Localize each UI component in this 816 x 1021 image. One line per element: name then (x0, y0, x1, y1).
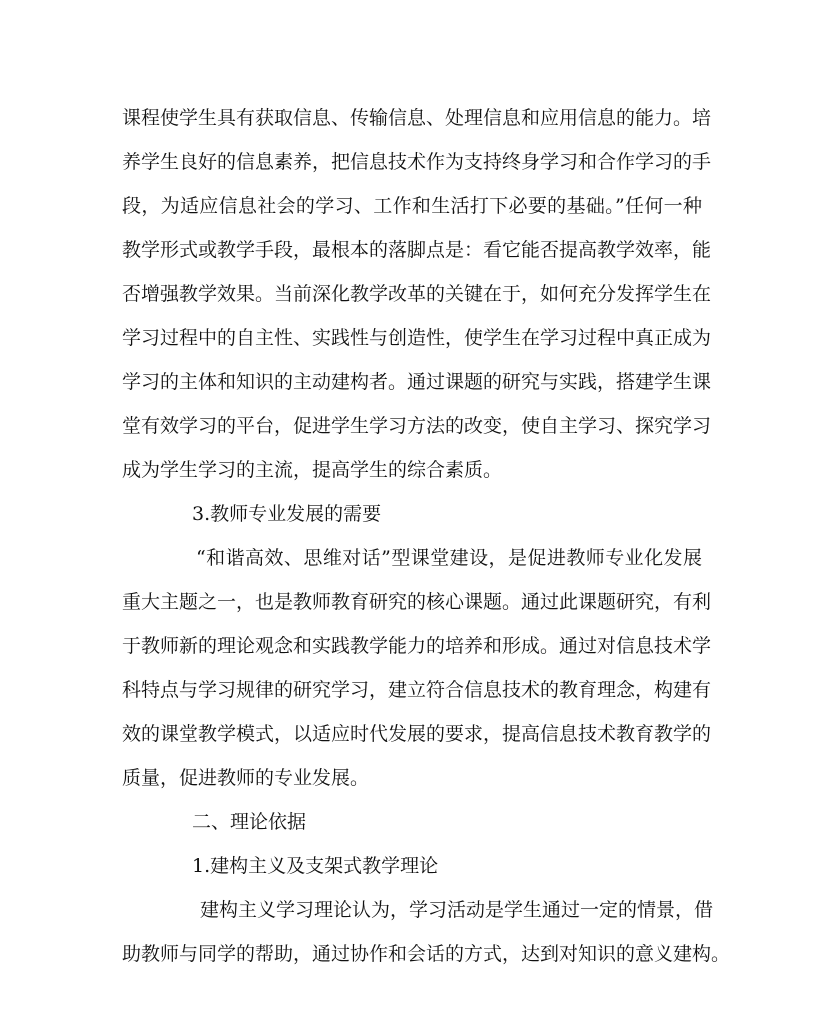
paragraph-line: 学习过程中的自主性、实践性与创造性，使学生在学习过程中真正成为 (122, 327, 712, 349)
paragraph-line: 课程使学生具有获取信息、传输信息、处理信息和应用信息的能力。培 (122, 107, 712, 129)
section-heading: 二、理论依据 (192, 811, 307, 833)
paragraph-line: 质量，促进教师的专业发展。 (122, 767, 370, 789)
paragraph-line: 学习的主体和知识的主动建构者。通过课题的研究与实践，搭建学生课 (122, 371, 712, 393)
paragraph-line: 堂有效学习的平台，促进学生学习方法的改变，使自主学习、探究学习 (122, 415, 712, 437)
paragraph-line: 重大主题之一，也是教师教育研究的核心课题。通过此课题研究，有利 (122, 591, 712, 613)
paragraph-line: 建构主义学习理论认为，学习活动是学生通过一定的情景，借 (200, 899, 714, 921)
paragraph-line: 养学生良好的信息素养，把信息技术作为支持终身学习和合作学习的手 (122, 151, 712, 173)
paragraph-line: 否增强教学效果。当前深化教学改革的关键在于，如何充分发挥学生在 (122, 283, 712, 305)
paragraph-line: 效的课堂教学模式，以适应时代发展的要求，提高信息技术教育教学的 (122, 723, 712, 745)
subsection-heading: 1.建构主义及支架式教学理论 (192, 855, 439, 877)
paragraph-line: 成为学生学习的主流，提高学生的综合素质。 (122, 459, 503, 481)
paragraph-line: 于教师新的理论观念和实践教学能力的培养和形成。通过对信息技术学 (122, 635, 712, 657)
section-heading: 3.教师专业发展的需要 (192, 503, 382, 525)
paragraph-line: 助教师与同学的帮助，通过协作和会话的方式，达到对知识的意义建构。 (122, 943, 731, 965)
paragraph-line: 段，为适应信息社会的学习、工作和生活打下必要的基础。”任何一种 (122, 195, 702, 217)
paragraph-line: “和谐高效、思维对话”型课堂建设，是促进教师专业化发展 (196, 547, 702, 569)
paragraph-line: 科特点与学习规律的研究学习，建立符合信息技术的教育理念，构建有 (122, 679, 712, 701)
paragraph-line: 教学形式或教学手段，最根本的落脚点是：看它能否提高教学效率，能 (122, 239, 712, 261)
